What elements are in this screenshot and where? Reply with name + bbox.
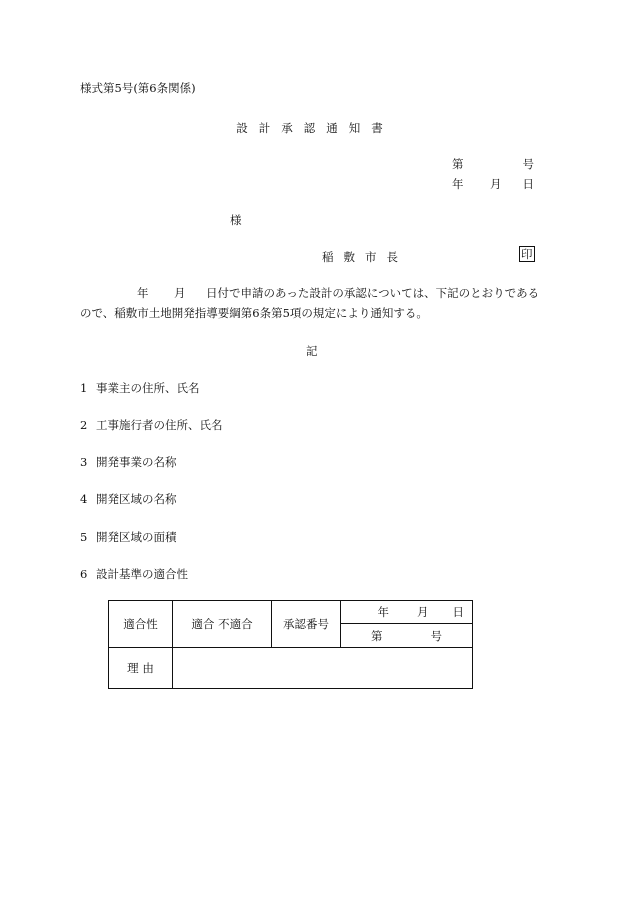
list-item — [80, 380, 200, 396]
item-label: 事業主の住所、氏名 — [96, 381, 200, 395]
addressee-suffix: 様 — [230, 213, 242, 227]
item-label: 工事施行者の住所、氏名 — [96, 418, 223, 432]
item-number: 6 — [80, 567, 88, 581]
body-year: 年 — [137, 286, 149, 300]
item-number: 4 — [80, 492, 88, 506]
number-suffix: 号 — [522, 157, 534, 171]
item-number: 5 — [80, 530, 88, 544]
list-item — [80, 454, 177, 470]
conformity-label-cell: 適合性 — [109, 601, 173, 648]
conformity-options-cell: 適合 不適合 — [173, 601, 272, 648]
document-number-line — [452, 156, 534, 172]
table-date-year: 年 — [377, 605, 389, 619]
table-date-month: 月 — [417, 605, 429, 619]
number-prefix: 第 — [452, 157, 464, 171]
table-number-suffix: 号 — [430, 628, 442, 643]
list-item — [80, 417, 223, 433]
table-number-prefix: 第 — [371, 628, 383, 643]
date-year: 年 — [452, 177, 464, 191]
list-item — [80, 566, 188, 582]
issuer-title: 稲敷市長 — [322, 250, 408, 264]
ki-heading: 記 — [306, 344, 318, 358]
body-line-2: ので、稲敷市土地開発指導要綱第6条第5項の規定により通知する。 — [80, 306, 428, 320]
form-number-label: 様式第5号(第6条関係) — [80, 81, 196, 95]
body-line-1-text: 日付で申請のあった設計の承認については、下記のとおりである — [206, 286, 540, 300]
item-label: 設計基準の適合性 — [96, 567, 188, 581]
body-month: 月 — [174, 286, 186, 300]
reason-value-cell — [173, 648, 473, 689]
item-number: 2 — [80, 418, 88, 432]
document-title: 設計承認通知書 — [236, 121, 394, 135]
list-item — [80, 529, 177, 545]
table-date-day: 日 — [452, 605, 464, 619]
date-month: 月 — [490, 177, 502, 191]
approval-number-cell — [341, 624, 473, 648]
conformity-table — [108, 600, 473, 689]
approval-number-label-cell: 承認番号 — [272, 601, 341, 648]
list-item — [80, 491, 177, 507]
seal-mark: 印 — [521, 247, 533, 261]
body-line-1 — [137, 285, 540, 301]
reason-label-cell: 理 由 — [109, 648, 173, 689]
item-number: 1 — [80, 381, 88, 395]
item-label: 開発区域の面積 — [96, 530, 177, 544]
approval-date-cell — [341, 601, 473, 624]
item-label: 開発区域の名称 — [96, 492, 177, 506]
document-date-line — [452, 176, 534, 192]
item-number: 3 — [80, 455, 88, 469]
date-day: 日 — [522, 177, 534, 191]
item-label: 開発事業の名称 — [96, 455, 177, 469]
